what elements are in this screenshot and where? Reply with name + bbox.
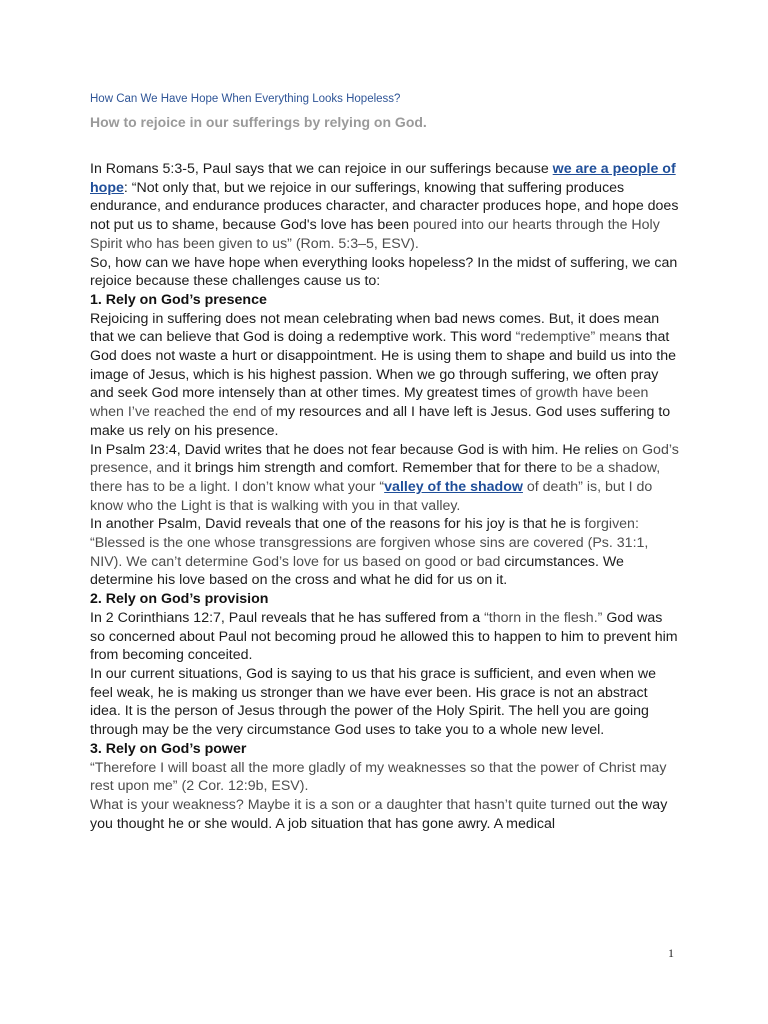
text-run: my resources and all I have left is Jesus. God uses suffering to make us rely on his presence. xyxy=(90,404,671,439)
text-run: “thorn in the flesh.” xyxy=(484,609,603,626)
text-run: “redemptive” mean xyxy=(515,329,635,346)
people-of-hope-link[interactable]: we are a people of hope xyxy=(90,161,676,196)
text-run: brings him strength and comfort. Remember that for there xyxy=(190,460,561,477)
heading-provision: 2. Rely on God’s provision xyxy=(90,591,269,608)
paragraph-weakness xyxy=(90,796,680,833)
text-run: of growth have been when I’ve reached the end of xyxy=(90,385,649,421)
text-run: : “Not only that, but we rejoice in our sufferings, knowing that suffering produces endurance, and endurance produces character, and character produces hope, and hope does not put us to shame, because God's love has been xyxy=(90,179,679,234)
text-run: s that God does not waste a hurt or disappointment. He is using them to shape and build us into the image of Jesus, which is his highest passion. When we go through suffering, we often pray and seek God more intensely than at other times. My greatest times xyxy=(90,329,676,402)
text-run: to be a shadow, there has to be a light. I don’t know what your “ xyxy=(90,460,661,495)
heading-power: 3. Rely on God’s power xyxy=(90,740,247,757)
paragraph-question: So, how can we have hope when everything looks hopeless? In the midst of suffering, we can rejoice because these challenges cause us to: xyxy=(90,254,678,290)
text-run: God was so concerned about Paul not becoming proud he allowed this to happen to him to prevent him from becoming conceited. xyxy=(90,609,678,664)
text-run: the way you thought he or she would. A job situation that has gone awry. A medical xyxy=(90,796,668,832)
document-title: How Can We Have Hope When Everything Looks Hopeless? xyxy=(90,93,401,105)
paragraph-romans xyxy=(90,160,680,254)
text-run: forgiven: “Blessed is the one whose transgressions are forgiven whose sins are cove xyxy=(90,516,639,552)
paragraph-psalm-23 xyxy=(90,441,680,516)
valley-of-the-shadow-link[interactable]: valley of the shadow xyxy=(384,478,523,495)
text-run: of death” is, but I do know who the Light is that is walking with you in that valley. xyxy=(90,478,653,514)
text-run: In 2 Corinthians 12:7, Paul reveals that he has suffered from a xyxy=(90,609,485,626)
document-subtitle: How to rejoice in our sufferings by relying on God. xyxy=(90,114,427,130)
paragraph-redemptive xyxy=(90,310,680,441)
paragraph-thorn xyxy=(90,609,680,665)
text-run: red (Ps. 31:1, NIV). We can’t determine God’s love for us based on good or bad xyxy=(90,535,649,570)
paragraph-forgiven xyxy=(90,515,680,590)
page-number: 1 xyxy=(668,946,674,960)
text-run: on God’s presence, and it xyxy=(90,441,679,477)
document-body xyxy=(90,160,680,833)
text-run: In Psalm 23:4, David writes that he does not fear because God is with him. He relies xyxy=(90,441,623,458)
text-run: Rejoicing in suffering does not mean celebrating when bad news comes. But, it does mean that we can believe that God is doing a redemptive work. This word xyxy=(90,310,660,346)
paragraph-scripture-quote: “Therefore I will boast all the more gladly of my weaknesses so that the power of Christ may rest upon me” (2 Cor. 12:9b, ESV). xyxy=(90,759,667,795)
paragraph-grace: In our current situations, God is saying to us that his grace is sufficient, and even when we feel weak, he is making us stronger than we have ever been. His grace is not an abstract idea. It is the person of Jesus through the power of the Holy Spirit. The hell you are going through may be the very circumstance God uses to take you to a whole new level. xyxy=(90,665,656,739)
heading-presence: 1. Rely on God’s presence xyxy=(90,291,267,308)
text-run: In Romans 5:3-5, Paul says that we can rejoice in our sufferings because xyxy=(90,161,553,177)
text-run: poured into our hearts through the Holy Spirit who has been given to us” (Rom. 5:3–5, ESV). xyxy=(90,217,660,252)
text-run: In another Psalm, David reveals that one of the reasons for his joy is that he is xyxy=(90,516,585,533)
text-run: What is your weakness? Maybe it is a son or a daughter that hasn’t quite turned out xyxy=(90,796,615,813)
text-run: circumstances. We determine his love based on the cross and what he did for us on it. xyxy=(90,553,624,589)
